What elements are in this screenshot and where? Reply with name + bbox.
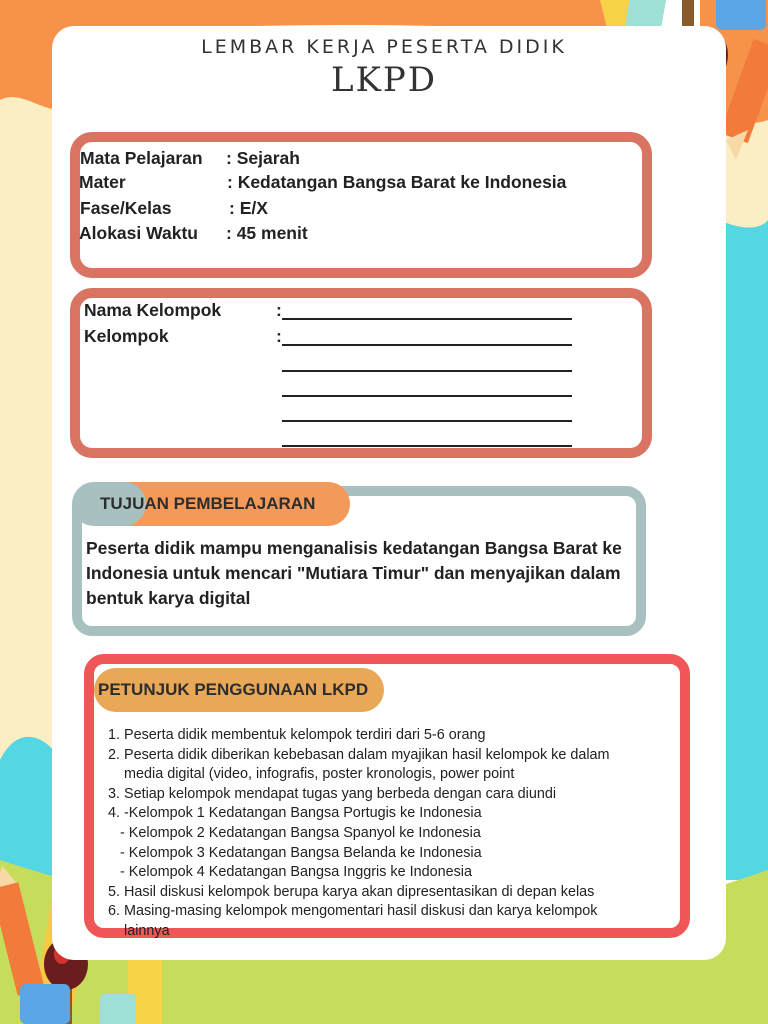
instructions-heading-text: PETUNJUK PENGGUNAAN LKPD (98, 680, 369, 699)
instructions-list (108, 726, 678, 942)
material-value: : Kedatangan Bangsa Barat ke Indonesia (227, 172, 567, 192)
material-row (79, 172, 567, 193)
phase-value: : E/X (229, 198, 268, 218)
member-field-4[interactable] (282, 420, 572, 422)
member-field-3[interactable] (282, 395, 572, 397)
list-item: lainnya (124, 922, 170, 939)
subject-value: : Sejarah (226, 148, 300, 168)
learning-goal-heading-text: TUJUAN PEMBELAJARAN (100, 494, 316, 513)
learning-goal-heading (76, 482, 350, 526)
list-item: 6. Masing-masing kelompok mengomentari hasil diskusi dan karya kelompok (108, 903, 598, 920)
member-field-2[interactable] (282, 370, 572, 372)
worksheet-title: LKPD (330, 60, 438, 100)
list-item: - Kelompok 4 Kedatangan Bangsa Inggris ke Indonesia (120, 864, 473, 881)
group-name-colon: : (276, 300, 282, 320)
list-item: media digital (video, infografis, poster kronologis, power point (124, 766, 515, 783)
group-name-label: Nama Kelompok (84, 300, 222, 320)
subject-label: Mata Pelajaran (80, 148, 203, 168)
phase-label: Fase/Kelas (80, 198, 172, 218)
learning-goal-text: Peserta didik mampu menganalisis kedatangan Bangsa Barat ke Indonesia untuk mencari "Mutiara Timur" dan menyajikan dalam bentuk karya digital (86, 538, 622, 608)
time-label: Alokasi Waktu (79, 223, 198, 243)
time-value: : 45 menit (226, 223, 308, 243)
group-members-colon: : (276, 326, 282, 346)
time-row (79, 223, 308, 244)
list-item: - Kelompok 3 Kedatangan Bangsa Belanda ke Indonesia (120, 844, 482, 861)
list-item: 3. Setiap kelompok mendapat tugas yang berbeda dengan cara diundi (108, 785, 557, 802)
instructions-heading (94, 668, 384, 712)
subject-row (80, 148, 300, 169)
list-item: - Kelompok 2 Kedatangan Bangsa Spanyol ke Indonesia (120, 824, 481, 841)
list-item: 1. Peserta didik membentuk kelompok terdiri dari 5-6 orang (108, 727, 486, 743)
phase-row (80, 198, 268, 219)
list-item: 2. Peserta didik diberikan kebebasan dalam myajikan hasil kelompok ke dalam (108, 746, 610, 763)
list-item: 5. Hasil diskusi kelompok berupa karya akan dipresentasikan di depan kelas (108, 883, 595, 900)
material-label: Mater (79, 172, 126, 192)
group-name-field[interactable] (282, 318, 572, 320)
group-members-label: Kelompok (84, 326, 169, 346)
worksheet-subtitle: LEMBAR KERJA PESERTA DIDIK (201, 36, 567, 58)
member-field-5[interactable] (282, 445, 572, 447)
list-item: 4. -Kelompok 1 Kedatangan Bangsa Portugis ke Indonesia (108, 805, 482, 822)
member-field-1[interactable] (282, 344, 572, 346)
